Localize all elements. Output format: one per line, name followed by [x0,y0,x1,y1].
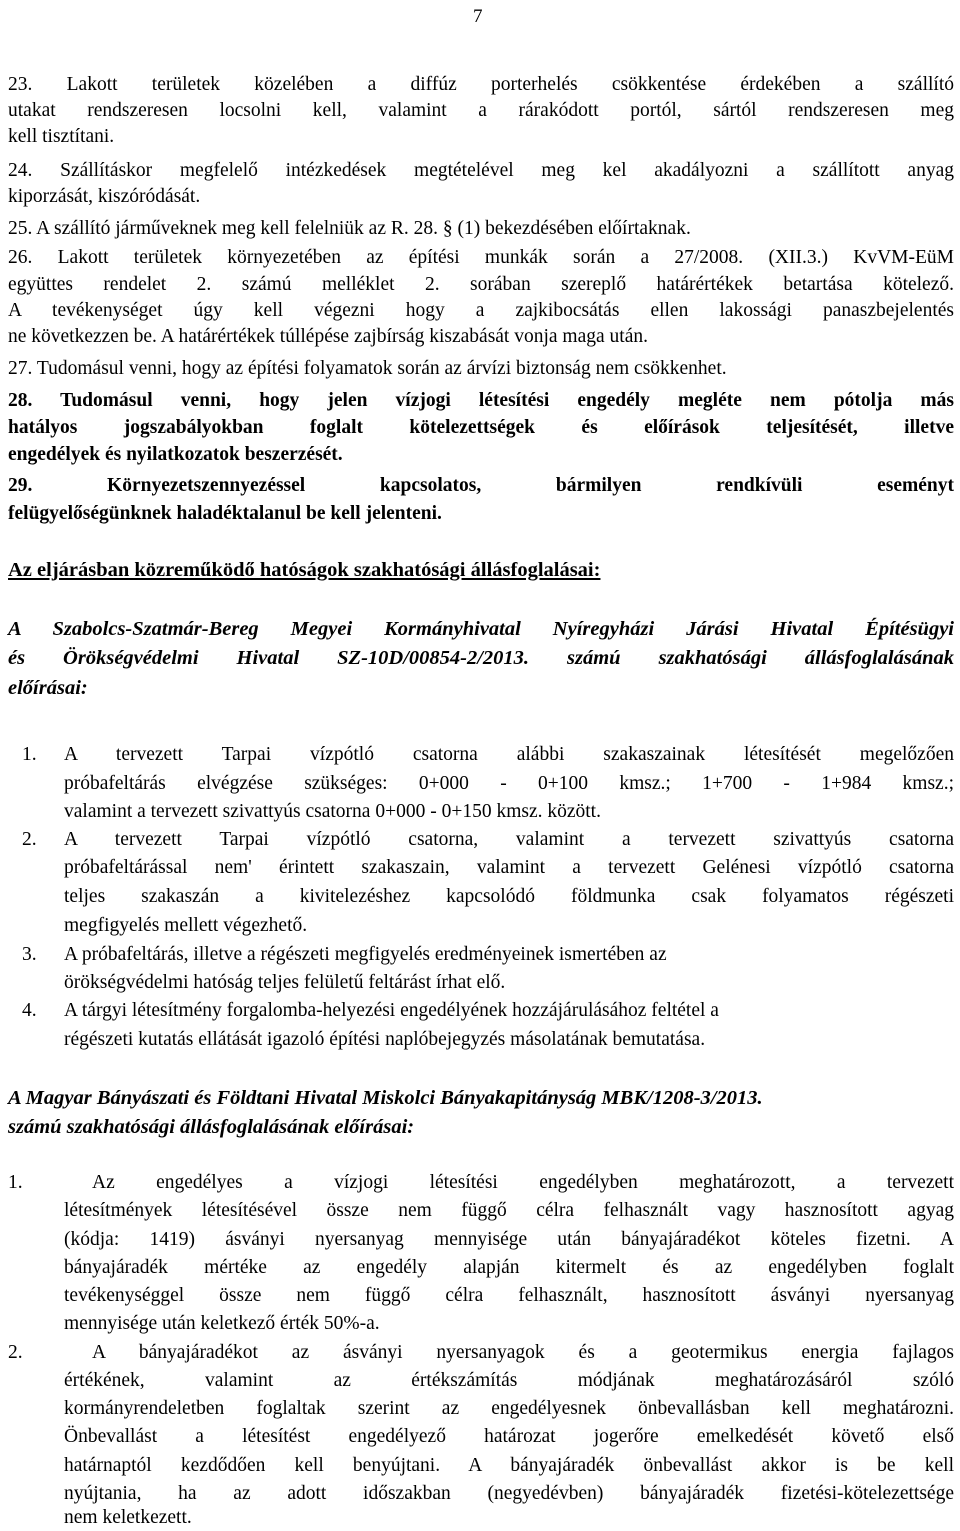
authority-2-item-1-line-6: mennyisége után keletkező érték 50%-a. [64,1313,380,1334]
authority-2-item-1-line-1: Az engedélyes a vízjogi létesítési engedélyben meghatározott, a tervezett [92,1172,954,1193]
authority-1-item-2-line-2: próbafeltárással nem' érintett szakaszain, valamint a tervezett Gelénesi vízpótló csatorna [64,857,954,878]
authority-2-item-1-line-2: létesítmények létesítésével össze nem függő célra felhasznált vagy hasznosított agyag [64,1200,954,1221]
condition-26-line-4: ne következzen be. A határértékek túllépése zajbírság kiszabását vonja maga után. [8,326,648,347]
authority-1-item-4-number: 4. [22,1000,37,1021]
authority-2-item-1-number: 1. [8,1172,23,1193]
condition-24-line-1: 24. Szállításkor megfelelő intézkedések megtételével meg kel akadályozni a szállított anyag [8,160,954,181]
condition-29-line-2: felügyelőségünknek haladéktalanul be kell jelenteni. [8,503,442,524]
authority-2-item-2-line-7: nem keletkezett. [64,1507,192,1528]
authority-2-heading-line-1: A Magyar Bányászati és Földtani Hivatal Miskolci Bányakapitányság MBK/1208-3/2013. [8,1087,763,1109]
authority-1-item-1-line-2: próbafeltárás elvégzése szükséges: 0+000 - 0+100 kmsz.; 1+700 - 1+984 kmsz.; [64,773,954,794]
condition-26-line-1: 26. Lakott területek környezetében az építési munkák során a 27/2008. (XII.3.) KvVM-EüM [8,247,954,268]
authority-2-item-1-line-4: bányajáradék mértéke az engedély alapján kitermelt és az engedélyben foglalt [64,1257,954,1278]
authority-1-item-2-line-3: teljes szakaszán a kivitelezéshez kapcsolódó földmunka csak folyamatos régészeti [64,886,954,907]
authority-2-item-2-line-1: A bányajáradékot az ásványi nyersanyagok és a geotermikus energia fajlagos [92,1342,954,1363]
authority-1-item-1-line-3: valamint a tervezett szivattyús csatorna 0+000 - 0+150 kmsz. között. [64,801,601,822]
authority-1-heading-line-2: és Örökségvédelmi Hivatal SZ-10D/00854-2/2013. számú szakhatósági állásfoglalásának [8,647,954,669]
authority-1-item-2-line-4: megfigyelés mellett végezhető. [64,915,308,936]
authority-2-item-2-line-5: határnaptól kezdődően kell benyújtani. A bányajáradék önbevallást akkor is be kell [64,1455,954,1476]
condition-29-line-1: 29. Környezetszennyezéssel kapcsolatos, bármilyen rendkívüli eseményt [8,475,954,496]
condition-23-line-1: 23. Lakott területek közelében a diffúz porterhelés csökkentése érdekében a szállító [8,74,954,95]
section-heading: Az eljárásban közreműködő hatóságok szakhatósági állásfoglalásai: [8,559,601,581]
authority-1-heading-line-3: előírásai: [8,677,88,699]
authority-2-heading-line-2: számú szakhatósági állásfoglalásának előírásai: [8,1116,415,1138]
authority-2-item-2-number: 2. [8,1342,23,1363]
condition-25-line-1: 25. A szállító járműveknek meg kell felelniük az R. 28. § (1) bekezdésében előírtaknak. [8,218,691,239]
authority-1-item-4-line-1: A tárgyi létesítmény forgalomba-helyezési engedélyének hozzájárulásához feltétel a [64,1000,719,1021]
page-number: 7 [473,6,483,27]
authority-1-item-1-number: 1. [22,744,37,765]
authority-2-item-1-line-3: (kódja: 1419) ásványi nyersanyag mennyisége után bányajáradékot köteles fizetni. A [64,1229,954,1250]
authority-2-item-1-line-5: tevékenységgel össze nem függő célra felhasznált, hasznosított ásványi nyersanyag [64,1285,954,1306]
authority-1-item-3-number: 3. [22,944,37,965]
condition-23-line-2: utakat rendszeresen locsolni kell, valamint a rárakódott portól, sártól rendszeresen meg [8,100,954,121]
condition-23-line-3: kell tisztítani. [8,126,115,147]
condition-28-line-1: 28. Tudomásul venni, hogy jelen vízjogi létesítési engedély megléte nem pótolja más [8,390,954,411]
condition-26-line-2: együttes rendelet 2. számú melléklet 2. sorában szereplő határértékek betartása kötelező. [8,274,954,295]
authority-1-item-2-line-1: A tervezett Tarpai vízpótló csatorna, valamint a tervezett szivattyús csatorna [64,829,954,850]
authority-1-item-3-line-2: örökségvédelmi hatóság teljes felületű feltárást írhat elő. [64,972,506,993]
condition-26-line-3: A tevékenységet úgy kell végezni hogy a zajkibocsátás ellen lakossági panaszbejelentés [8,300,954,321]
authority-2-item-2-line-2: értékének, valamint az értékszámítás módjának meghatározásáról szóló [64,1370,954,1391]
authority-2-item-2-line-6: nyújtania, ha az adott időszakban (negyedévben) bányajáradék fizetési-kötelezettsége [64,1483,954,1504]
authority-2-item-2-line-4: Önbevallást a létesítést engedélyező határozat jogerőre emelkedését követő első [64,1426,954,1447]
authority-1-item-1-line-1: A tervezett Tarpai vízpótló csatorna alábbi szakaszainak létesítését megelőzően [64,744,954,765]
authority-1-item-4-line-2: régészeti kutatás ellátását igazoló építési naplóbejegyzés másolatának bemutatása. [64,1029,706,1050]
authority-1-item-2-number: 2. [22,829,37,850]
condition-27-line-1: 27. Tudomásul venni, hogy az építési folyamatok során az árvízi biztonság nem csökkenhet. [8,358,727,379]
authority-1-item-3-line-1: A próbafeltárás, illetve a régészeti megfigyelés eredményeinek ismertében az [64,944,667,965]
condition-28-line-2: hatályos jogszabályokban foglalt kötelezettségek és előírások teljesítését, illetve [8,417,954,438]
condition-28-line-3: engedélyek és nyilatkozatok beszerzését. [8,444,343,465]
authority-2-item-2-line-3: kormányrendeletben foglaltak szerint az engedélyesnek önbevallásban kell meghatározni. [64,1398,954,1419]
condition-24-line-2: kiporzását, kiszóródását. [8,186,201,207]
authority-1-heading-line-1: A Szabolcs-Szatmár-Bereg Megyei Kormányhivatal Nyíregyházi Járási Hivatal Építésügyi [8,618,954,640]
